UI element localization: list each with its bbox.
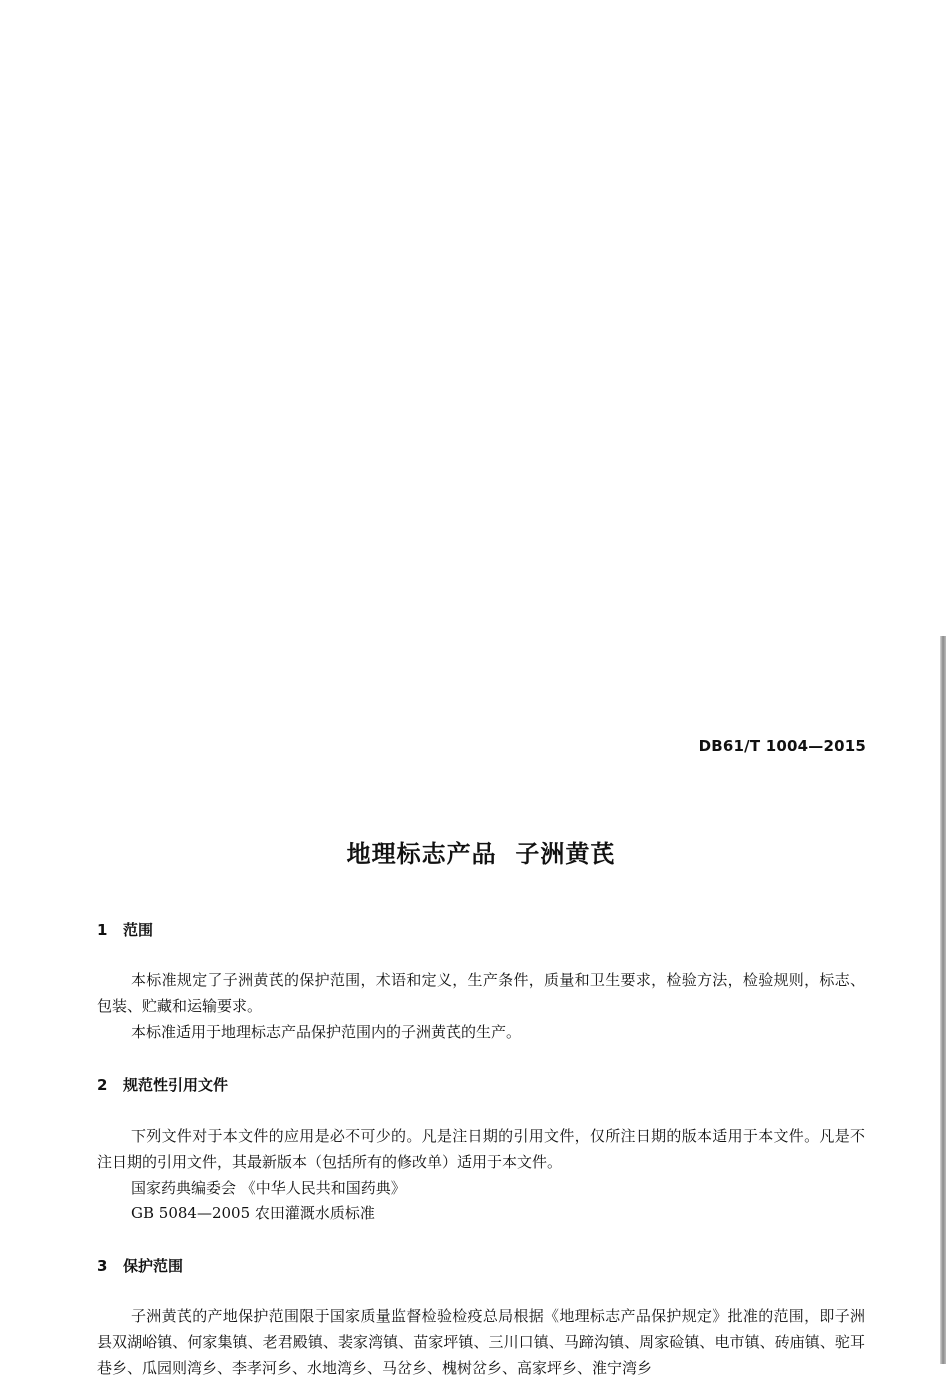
section-number: 3 bbox=[97, 1257, 108, 1275]
scan-edge-shadow bbox=[940, 636, 946, 1364]
paragraph: 本标准规定了子洲黄芪的保护范围，术语和定义，生产条件，质量和卫生要求，检验方法，检验规则，标志、包装、贮藏和运输要求。 bbox=[97, 971, 865, 1015]
section-title: 规范性引用文件 bbox=[123, 1076, 229, 1094]
section-heading-scope bbox=[97, 919, 153, 940]
section-title: 范围 bbox=[123, 921, 154, 939]
reference-item: 国家药典编委会 《中华人民共和国药典》 bbox=[131, 1179, 406, 1197]
section-number: 1 bbox=[97, 921, 108, 939]
paragraph: 子洲黄芪的产地保护范围限于国家质量监督检验检疫总局根据《地理标志产品保护规定》批准的范围，即子洲县双湖峪镇、何家集镇、老君殿镇、裴家湾镇、苗家坪镇、三川口镇、马蹄沟镇、周家硷镇、电市镇、砖庙镇、驼耳巷乡、瓜园则湾乡、李孝河乡、水地湾乡、马岔乡、槐树岔乡、高家坪乡、淮宁湾乡 bbox=[97, 1307, 865, 1377]
section-title: 保护范围 bbox=[123, 1257, 184, 1275]
section-number: 2 bbox=[97, 1076, 108, 1094]
reference-item: GB 5084—2005 农田灌溉水质标准 bbox=[131, 1204, 375, 1222]
standard-code: DB61/T 1004—2015 bbox=[698, 737, 866, 755]
section-heading-normative-references bbox=[97, 1074, 228, 1095]
section-heading-protection-scope bbox=[97, 1255, 183, 1276]
paragraph: 本标准适用于地理标志产品保护范围内的子洲黄芪的生产。 bbox=[131, 1023, 522, 1041]
document-title: 地理标志产品 子洲黄芪 bbox=[346, 840, 616, 868]
paragraph: 下列文件对于本文件的应用是必不可少的。凡是注日期的引用文件，仅所注日期的版本适用于本文件。凡是不注日期的引用文件，其最新版本（包括所有的修改单）适用于本文件。 bbox=[97, 1127, 865, 1171]
